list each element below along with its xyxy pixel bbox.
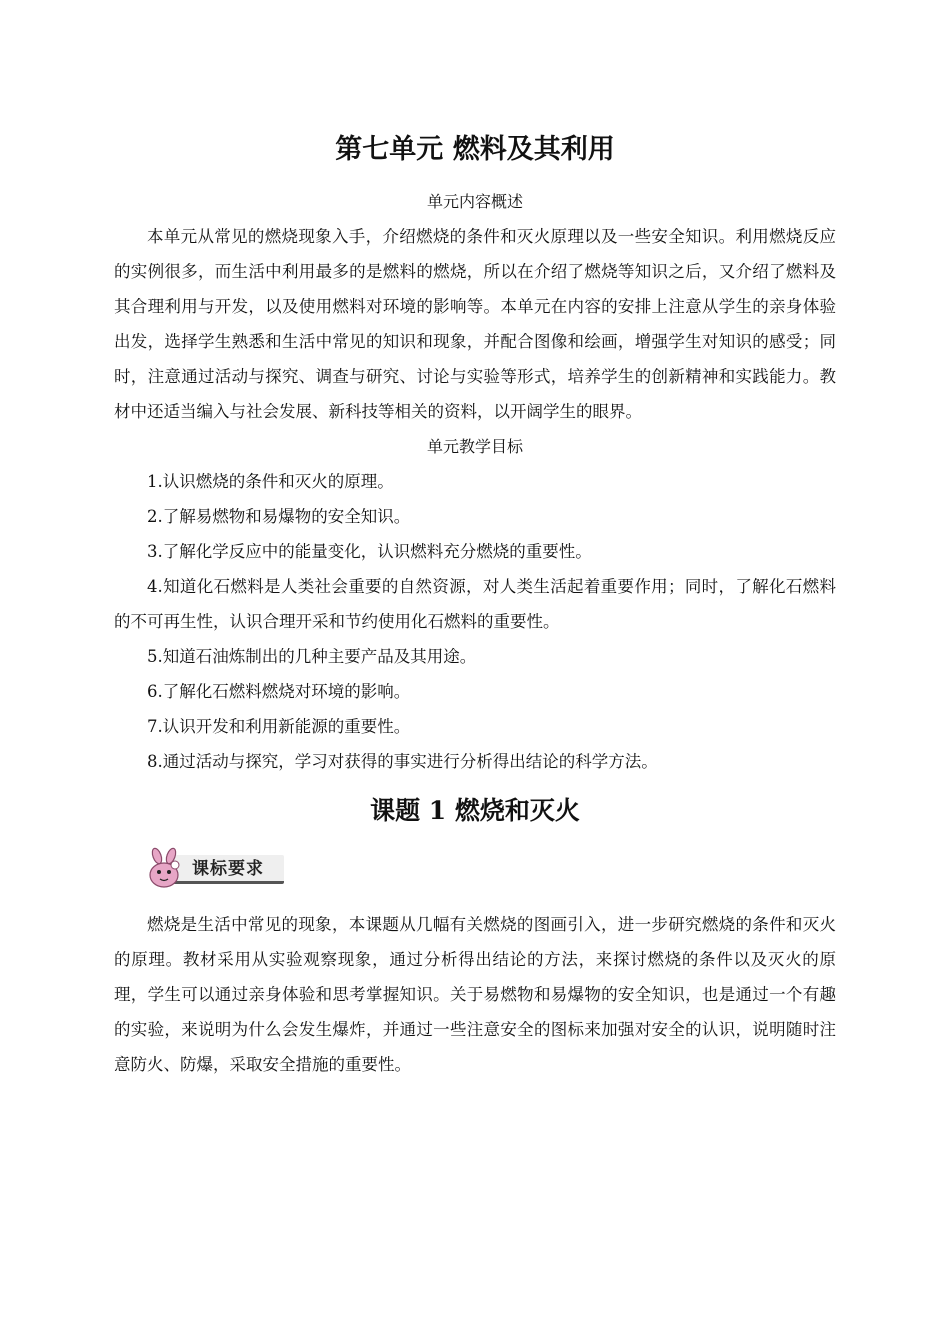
goals-heading: 单元教学目标 — [426, 437, 523, 456]
goal-item: 6.了解化石燃料燃烧对环境的影响。 — [147, 682, 411, 701]
requirement-paragraph: 燃烧是生活中常见的现象，本课题从几幅有关燃烧的图画引入，进一步研究燃烧的条件和灭火的原理。教材采用从实验观察现象，通过分析得出结论的方法，来探讨燃烧的条件以及灭火的原理，学生可以通过亲身体验和思考掌握知识。关于易燃物和易爆物的安全知识，也是通过一个有趣的实验，来说明为什么会发生爆炸，并通过一些注意安全的图标来加强对安全的认识，说明随时注意防火、防爆，采取安全措施的重要性。 — [114, 915, 836, 1074]
goals-list — [114, 464, 836, 779]
goal-item: 7.认识开发和利用新能源的重要性。 — [147, 717, 411, 736]
overview-paragraph: 本单元从常见的燃烧现象入手，介绍燃烧的条件和灭火原理以及一些安全知识。利用燃烧反应的实例很多，而生活中利用最多的是燃料的燃烧，所以在介绍了燃烧等知识之后，又介绍了燃料及其合理利用与开发，以及使用燃料对环境的影响等。本单元在内容的安排上注意从学生的亲身体验出发，选择学生熟悉和生活中常见的知识和现象，并配合图像和绘画，增强学生对知识的感受；同时，注意通过活动与探究、调查与研究、讨论与实验等形式，培养学生的创新精神和实践能力。教材中还适当编入与社会发展、新科技等相关的资料，以开阔学生的眼界。 — [114, 227, 836, 421]
goal-item: 3.了解化学反应中的能量变化，认识燃料充分燃烧的重要性。 — [147, 542, 592, 561]
badge-label: 课标要求 — [192, 859, 264, 879]
goal-item: 4.知道化石燃料是人类社会重要的自然资源，对人类生活起着重要作用；同时，了解化石燃料的不可再生性，认识合理开采和节约使用化石燃料的重要性。 — [114, 577, 836, 631]
goal-item: 1.认识燃烧的条件和灭火的原理。 — [147, 472, 394, 491]
overview-heading: 单元内容概述 — [426, 192, 523, 211]
unit-title: 第七单元 燃料及其利用 — [335, 134, 615, 165]
curriculum-requirement-badge — [144, 845, 294, 889]
cartoon-mascot-icon — [144, 845, 184, 889]
goal-item: 2.了解易燃物和易爆物的安全知识。 — [147, 507, 411, 526]
goal-item: 8.通过活动与探究，学习对获得的事实进行分析得出结论的科学方法。 — [147, 752, 658, 771]
goal-item: 5.知道石油炼制出的几种主要产品及其用途。 — [147, 647, 477, 666]
lesson-title: 课题 1 燃烧和灭火 — [370, 796, 580, 825]
